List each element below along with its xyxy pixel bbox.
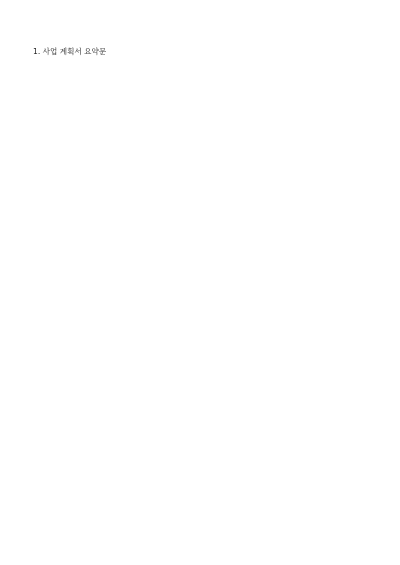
document-page <box>33 46 369 546</box>
document-title: 1. 사업 계획서 요약문 <box>33 47 107 56</box>
